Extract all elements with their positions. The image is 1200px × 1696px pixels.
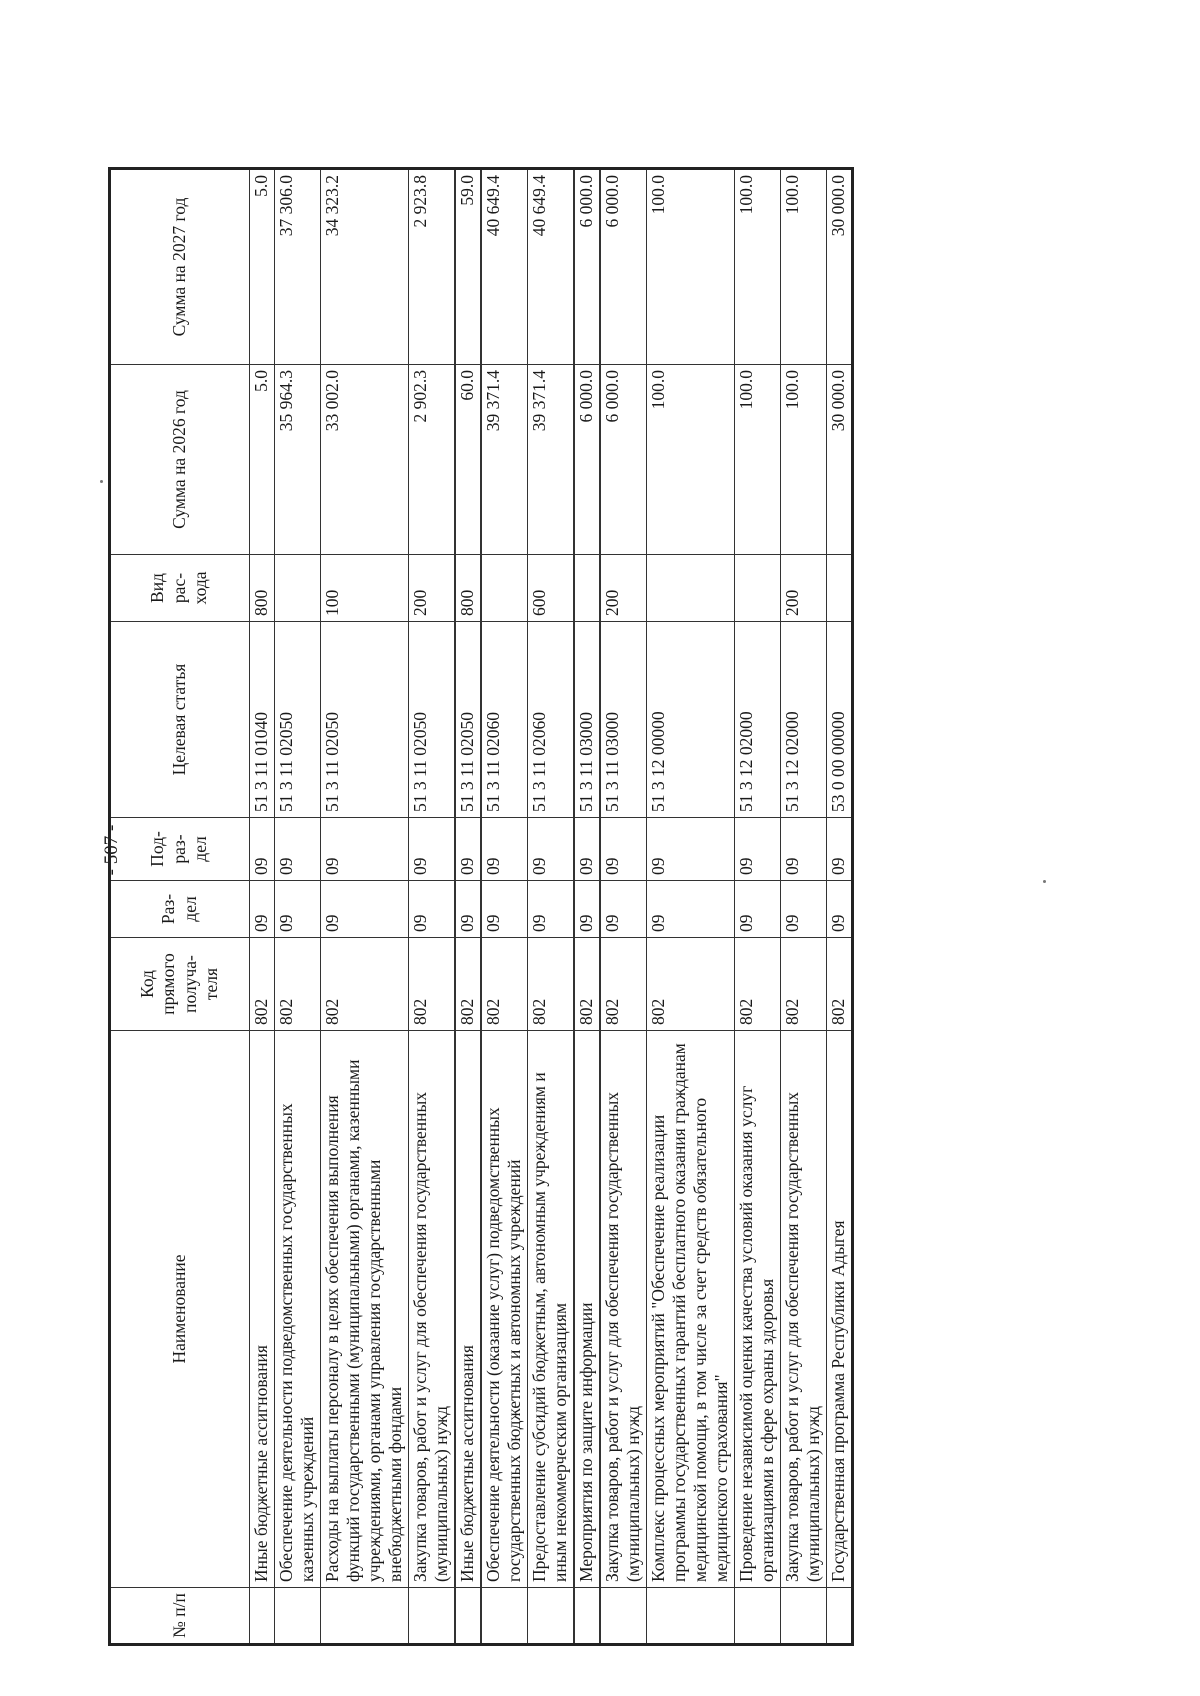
row-target: 51 3 11 02050 xyxy=(275,622,321,818)
row-section: 09 xyxy=(600,881,647,938)
row-section: 09 xyxy=(528,881,575,938)
row-name: Проведение независимой оценки качества условий оказания услуг организациями в сфере охраны здоровья xyxy=(735,1031,781,1588)
row-sum-2026: 39 371.4 xyxy=(528,365,575,555)
row-target: 51 3 12 02000 xyxy=(781,622,827,818)
row-expense-type: 100 xyxy=(321,555,409,622)
row-section: 09 xyxy=(735,881,781,938)
row-target: 51 3 11 03000 xyxy=(574,622,600,818)
row-receiver: 802 xyxy=(275,938,321,1031)
row-name: Иные бюджетные ассигнования xyxy=(455,1031,481,1588)
header-name: Наименование xyxy=(110,1031,250,1588)
row-name: Обеспечение деятельности (оказание услуг) подведомственных государственных бюджетных и автономных учреждений xyxy=(481,1031,528,1588)
table-row xyxy=(781,169,827,1645)
row-section: 09 xyxy=(574,881,600,938)
row-sum-2026: 100.0 xyxy=(781,365,827,555)
row-receiver: 802 xyxy=(250,938,275,1031)
row-num xyxy=(647,1588,735,1645)
table-row xyxy=(409,169,456,1645)
row-receiver: 802 xyxy=(528,938,575,1031)
row-subsection: 09 xyxy=(600,818,647,881)
row-receiver: 802 xyxy=(455,938,481,1031)
header-expense-type: Вид рас-хода xyxy=(110,555,250,622)
header-target: Целевая статья xyxy=(110,622,250,818)
row-receiver: 802 xyxy=(321,938,409,1031)
row-section: 09 xyxy=(781,881,827,938)
scan-speck xyxy=(100,480,103,483)
row-subsection: 09 xyxy=(647,818,735,881)
row-sum-2026: 33 002.0 xyxy=(321,365,409,555)
table-row xyxy=(600,169,647,1645)
row-expense-type: 200 xyxy=(600,555,647,622)
row-section: 09 xyxy=(250,881,275,938)
row-target: 53 0 00 00000 xyxy=(827,622,853,818)
row-sum-2026: 100.0 xyxy=(735,365,781,555)
row-sum-2027: 100.0 xyxy=(781,169,827,365)
header-sum-2027: Сумма на 2027 год xyxy=(110,169,250,365)
table-row xyxy=(827,169,853,1645)
row-section: 09 xyxy=(647,881,735,938)
page-number: - 507 - xyxy=(101,824,122,876)
row-subsection: 09 xyxy=(321,818,409,881)
row-subsection: 09 xyxy=(528,818,575,881)
row-target: 51 3 11 02050 xyxy=(409,622,456,818)
row-expense-type: 200 xyxy=(409,555,456,622)
row-name: Иные бюджетные ассигнования xyxy=(250,1031,275,1588)
row-num xyxy=(827,1588,853,1645)
row-target: 51 3 11 02050 xyxy=(455,622,481,818)
row-expense-type: 800 xyxy=(455,555,481,622)
row-target: 51 3 12 02000 xyxy=(735,622,781,818)
row-expense-type xyxy=(481,555,528,622)
row-receiver: 802 xyxy=(574,938,600,1031)
row-num xyxy=(781,1588,827,1645)
row-section: 09 xyxy=(481,881,528,938)
row-sum-2026: 6 000.0 xyxy=(600,365,647,555)
row-sum-2026: 39 371.4 xyxy=(481,365,528,555)
row-sum-2027: 5.0 xyxy=(250,169,275,365)
row-num xyxy=(735,1588,781,1645)
row-sum-2027: 59.0 xyxy=(455,169,481,365)
row-num xyxy=(250,1588,275,1645)
row-receiver: 802 xyxy=(647,938,735,1031)
row-receiver: 802 xyxy=(481,938,528,1031)
row-expense-type: 600 xyxy=(528,555,575,622)
row-name: Государственная программа Республики Адыгея xyxy=(827,1031,853,1588)
row-expense-type: 800 xyxy=(250,555,275,622)
row-expense-type xyxy=(647,555,735,622)
row-name: Предоставление субсидий бюджетным, автономным учреждениям и иным некоммерческим организациям xyxy=(528,1031,575,1588)
row-num xyxy=(409,1588,456,1645)
row-expense-type xyxy=(827,555,853,622)
row-expense-type xyxy=(574,555,600,622)
row-sum-2027: 40 649.4 xyxy=(481,169,528,365)
row-sum-2027: 30 000.0 xyxy=(827,169,853,365)
header-sum-2026: Сумма на 2026 год xyxy=(110,365,250,555)
row-name: Расходы на выплаты персоналу в целях обеспечения выполнения функций государственными (муниципальными) органами, казенными учреждениями, органами управления государственными внебюджетными фондами xyxy=(321,1031,409,1588)
table-row xyxy=(574,169,600,1645)
row-num xyxy=(321,1588,409,1645)
row-num xyxy=(528,1588,575,1645)
header-receiver: Код прямого получа-теля xyxy=(110,938,250,1031)
row-sum-2026: 30 000.0 xyxy=(827,365,853,555)
header-num: № п/п xyxy=(110,1588,250,1645)
row-sum-2027: 6 000.0 xyxy=(574,169,600,365)
row-subsection: 09 xyxy=(827,818,853,881)
row-sum-2026: 5.0 xyxy=(250,365,275,555)
row-subsection: 09 xyxy=(250,818,275,881)
row-num xyxy=(481,1588,528,1645)
row-sum-2027: 6 000.0 xyxy=(600,169,647,365)
rotated-page xyxy=(108,170,1068,1646)
row-name: Комплекс процессных мероприятий "Обеспечение реализации программы государственных гарантий бесплатного оказания гражданам медицинской помощи, в том числе за счет средств обязательного медицинского страхования" xyxy=(647,1031,735,1588)
row-section: 09 xyxy=(409,881,456,938)
row-name: Обеспечение деятельности подведомственных государственных казенных учреждений xyxy=(275,1031,321,1588)
row-num xyxy=(600,1588,647,1645)
row-subsection: 09 xyxy=(574,818,600,881)
row-section: 09 xyxy=(275,881,321,938)
row-name: Закупка товаров, работ и услуг для обеспечения государственных (муниципальных) нужд xyxy=(781,1031,827,1588)
row-sum-2026: 35 964.3 xyxy=(275,365,321,555)
row-subsection: 09 xyxy=(781,818,827,881)
row-receiver: 802 xyxy=(735,938,781,1031)
row-num xyxy=(574,1588,600,1645)
table-row xyxy=(481,169,528,1645)
table-row xyxy=(250,169,275,1645)
row-sum-2026: 60.0 xyxy=(455,365,481,555)
table-row xyxy=(647,169,735,1645)
row-name: Закупка товаров, работ и услуг для обеспечения государственных (муниципальных) нужд xyxy=(409,1031,456,1588)
table-row xyxy=(528,169,575,1645)
row-subsection: 09 xyxy=(735,818,781,881)
row-subsection: 09 xyxy=(275,818,321,881)
row-expense-type: 200 xyxy=(781,555,827,622)
table-row xyxy=(321,169,409,1645)
table-row xyxy=(275,169,321,1645)
row-name: Закупка товаров, работ и услуг для обеспечения государственных (муниципальных) нужд xyxy=(600,1031,647,1588)
row-target: 51 3 11 03000 xyxy=(600,622,647,818)
row-section: 09 xyxy=(455,881,481,938)
row-receiver: 802 xyxy=(600,938,647,1031)
row-subsection: 09 xyxy=(481,818,528,881)
header-subsection: Под-раз-дел xyxy=(110,818,250,881)
budget-table xyxy=(108,167,854,1646)
row-target: 51 3 11 02060 xyxy=(528,622,575,818)
row-section: 09 xyxy=(321,881,409,938)
header-section: Раз-дел xyxy=(110,881,250,938)
row-target: 51 3 11 01040 xyxy=(250,622,275,818)
row-num xyxy=(455,1588,481,1645)
row-name: Мероприятия по защите информации xyxy=(574,1031,600,1588)
row-sum-2026: 100.0 xyxy=(647,365,735,555)
row-target: 51 3 11 02050 xyxy=(321,622,409,818)
row-sum-2027: 2 923.8 xyxy=(409,169,456,365)
row-sum-2027: 37 306.0 xyxy=(275,169,321,365)
row-receiver: 802 xyxy=(827,938,853,1031)
row-receiver: 802 xyxy=(409,938,456,1031)
row-num xyxy=(275,1588,321,1645)
row-sum-2026: 6 000.0 xyxy=(574,365,600,555)
row-target: 51 3 12 00000 xyxy=(647,622,735,818)
row-sum-2027: 40 649.4 xyxy=(528,169,575,365)
row-sum-2026: 2 902.3 xyxy=(409,365,456,555)
table-header-row xyxy=(110,169,250,1645)
table-row xyxy=(455,169,481,1645)
table-row xyxy=(735,169,781,1645)
row-expense-type xyxy=(735,555,781,622)
row-sum-2027: 34 323.2 xyxy=(321,169,409,365)
row-expense-type xyxy=(275,555,321,622)
row-subsection: 09 xyxy=(409,818,456,881)
row-sum-2027: 100.0 xyxy=(647,169,735,365)
row-target: 51 3 11 02060 xyxy=(481,622,528,818)
row-receiver: 802 xyxy=(781,938,827,1031)
row-section: 09 xyxy=(827,881,853,938)
row-sum-2027: 100.0 xyxy=(735,169,781,365)
row-subsection: 09 xyxy=(455,818,481,881)
